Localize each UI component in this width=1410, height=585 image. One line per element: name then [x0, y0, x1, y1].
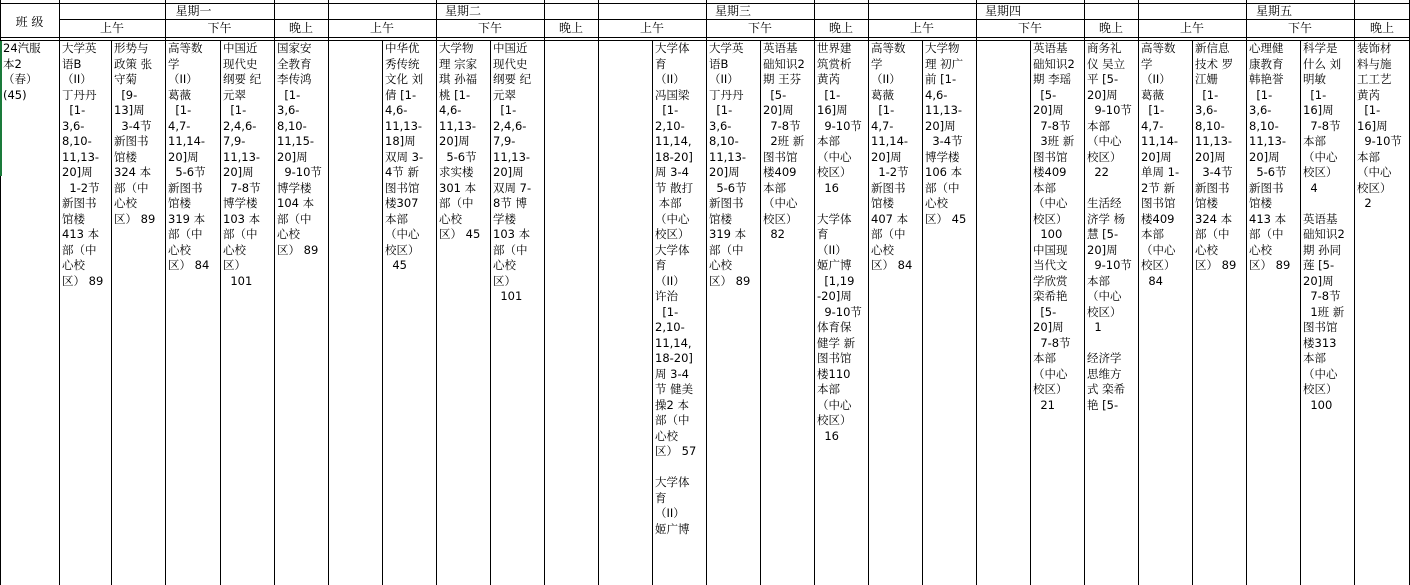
course-cell-tue-am-2 [383, 41, 436, 585]
day-header-monday: 星期一 [175, 4, 212, 18]
course-cell-fri-am-2 [1193, 41, 1246, 585]
course-entry: 商务礼 仪 吴立 平 [5- 20]周 9-10节 本部 （中心 校区） 22 生活经 济学 杨 慧 [5- 20]周 9-10节 本部 （中心 校区） 1 经济学 思维方 式 栾希 艳 [5- [1087, 41, 1132, 412]
period-header-thu-am: 上午 [909, 21, 934, 35]
period-header-mon-eve: 晚上 [288, 21, 313, 35]
course-cell-thu-eve [1085, 41, 1138, 585]
day-header-thursday: 星期四 [984, 4, 1021, 18]
course-entry: 大学英 语B （II） 丁丹丹 [1- 3,6- 8,10- 11,13- 20]周 1-2节 新图书 馆楼 413 本 部（中 心校 区） 89 [62, 41, 104, 288]
course-entry: 英语基 础知识2 期 李瑶 [5- 20]周 7-8节 3班 新 图书馆 楼409 本部 （中心 校区） 100 中国现 当代文 学欣赏 栾希艳 [5- 20]周 7-8节 本部 （中心 校区） 21 [1033, 41, 1075, 412]
course-entry: 大学物 理 宗家 琪 孙福 桃 [1- 4,6- 11,13- 20]周 5-6节 求实楼 301 本 部（中 心校 区） 45 [439, 41, 481, 241]
course-entry: 中华优 秀传统 文化 刘 倩 [1- 4,6- 11,13- 18]周 双周 3- 4节 新 图书馆 楼307 本部 （中心 校区） 45 [385, 41, 424, 272]
course-entry: 新信息 技术 罗 江姗 [1- 3,6- 8,10- 11,13- 20]周 3-4节 新图书 馆楼 324 本 部（中 心校 区） 89 [1195, 41, 1237, 272]
period-header-fri-pm: 下午 [1287, 21, 1312, 35]
course-cell-fri-pm-1 [1247, 41, 1300, 585]
period-header-tue-eve: 晚上 [558, 21, 583, 35]
course-cell-wed-pm-1 [707, 41, 760, 585]
course-cell-mon-am-1 [60, 41, 111, 585]
course-cell-thu-pm-2 [1031, 41, 1084, 585]
grid-line [0, 37, 1410, 38]
course-entry: 高等数 学 （II） 葛薇 [1- 4,7- 11,14- 20]周 单周 1- 2节 新 图书馆 楼409 本部 （中心 校区） 84 [1141, 41, 1180, 288]
period-header-mon-pm: 下午 [207, 21, 232, 35]
period-header-tue-pm: 下午 [477, 21, 502, 35]
course-entry: 世界建 筑赏析 黄芮 [1- 16]周 9-10节 本部 （中心 校区） 16 大学体 育 （II） 姬广博 [1,19 -20]周 9-10节 体育保 健学 新 图书馆 楼110 本部 （中心 校区） 16 [817, 41, 862, 443]
period-header-wed-pm: 下午 [747, 21, 772, 35]
course-entry: 大学英 语B （II） 丁丹丹 [1- 3,6- 8,10- 11,13- 20]周 5-6节 新图书 馆楼 319 本 部（中 心校 区） 89 [709, 41, 751, 288]
class-column-header: 班 级 [15, 15, 44, 29]
course-cell-mon-pm-1 [166, 41, 220, 585]
course-cell-mon-am-2 [112, 41, 165, 585]
grid-line [544, 0, 545, 585]
course-entry: 高等数 学 （II） 葛薇 [1- 4,7- 11,14- 20]周 5-6节 新图书 馆楼 319 本 部（中 心校 区） 84 [168, 41, 210, 272]
course-cell-fri-am-1 [1139, 41, 1192, 585]
course-cell-mon-eve [275, 41, 328, 585]
period-header-tue-am: 上午 [369, 21, 394, 35]
period-header-wed-am: 上午 [639, 21, 664, 35]
course-cell-tue-pm-2 [491, 41, 544, 585]
course-cell-wed-am-2 [653, 41, 706, 585]
grid-line [0, 3, 1410, 4]
period-header-thu-pm: 下午 [1017, 21, 1042, 35]
grid-line [328, 0, 329, 585]
course-cell-tue-pm-1 [437, 41, 490, 585]
course-entry: 大学物 理 初广 前 [1- 4,6- 11,13- 20]周 3-4节 博学楼 106 本 部（中 心校 区） 45 [925, 41, 967, 226]
course-cell-wed-pm-2 [761, 41, 814, 585]
period-header-fri-eve: 晚上 [1369, 21, 1394, 35]
course-entry: 中国近 现代史 纲要 纪 元翠 [1- 2,4,6- 7,9- 11,13- 20]周 双周 7- 8节 博 学楼 103 本 部（中 心校 区） 101 [493, 41, 532, 303]
day-header-wednesday: 星期三 [714, 4, 751, 18]
grid-line [59, 19, 1410, 20]
course-entry: 心理健 康教育 韩艳誉 [1- 3,6- 8,10- 11,13- 20]周 5-6节 新图书 馆楼 413 本 部（中 心校 区） 89 [1249, 41, 1291, 272]
course-entry: 高等数 学 （II） 葛薇 [1- 4,7- 11,14- 20]周 1-2节 新图书 馆楼 407 本 部（中 心校 区） 84 [871, 41, 913, 272]
course-cell-wed-eve [815, 41, 868, 585]
grid-line [976, 0, 977, 585]
day-header-tuesday: 星期二 [444, 4, 481, 18]
course-cell-fri-eve [1355, 41, 1409, 585]
grid-line [598, 0, 599, 585]
course-entry: 中国近 现代史 纲要 纪 元翠 [1- 2,4,6- 7,9- 11,13- 20]周 7-8节 博学楼 103 本 部（中 心校 区） 101 [223, 41, 262, 288]
class-name-cell [1, 41, 59, 585]
course-entry: 科学是 什么 刘 明敏 [1- 16]周 7-8节 本部 （中心 校区） 4 英语基 础知识2 期 孙同 莲 [5- 20]周 7-8节 1班 新 图书馆 楼313 本部 （中心 校区） 100 [1303, 41, 1345, 412]
course-entry: 大学体 育 （II） 冯国梁 [1- 2,10- 11,14, 18-20] 周 3-4 节 散打 本部 （中心 校区） 大学体 育 （II） 许治 [1- 2,10- 11,14, 18-20] 周 3-4 节 健美 操2 本 部（中 心校 区） 57 大学体 育 （II） 姬广博 [655, 41, 697, 536]
course-cell-thu-am-2 [923, 41, 976, 585]
course-cell-mon-pm-2 [221, 41, 274, 585]
course-entry: 形势与 政策 张 守菊 [9- 13]周 3-4节 新图书 馆楼 324 本 部（中 心校 区） 89 [114, 41, 156, 226]
class-name: 24汽服 本2 （春） (45) [3, 41, 41, 102]
course-cell-thu-am-1 [869, 41, 922, 585]
course-entry: 装饰材 料与施 工工艺 黄芮 [1- 16]周 9-10节 本部 （中心 校区） 2 [1357, 41, 1402, 210]
course-entry: 国家安 全教育 李传鸿 [1- 3,6- 8,10- 11,15- 20]周 9-10节 博学楼 104 本 部（中 心校 区） 89 [277, 41, 322, 257]
day-header-friday: 星期五 [1255, 4, 1292, 18]
course-cell-fri-pm-2 [1301, 41, 1354, 585]
period-header-thu-eve: 晚上 [1098, 21, 1123, 35]
period-header-fri-am: 上午 [1179, 21, 1204, 35]
period-header-wed-eve: 晚上 [828, 21, 853, 35]
course-entry: 英语基 础知识2 期 王芬 [5- 20]周 7-8节 2班 新 图书馆 楼409 本部 （中心 校区） 82 [763, 41, 805, 241]
period-header-mon-am: 上午 [99, 21, 124, 35]
